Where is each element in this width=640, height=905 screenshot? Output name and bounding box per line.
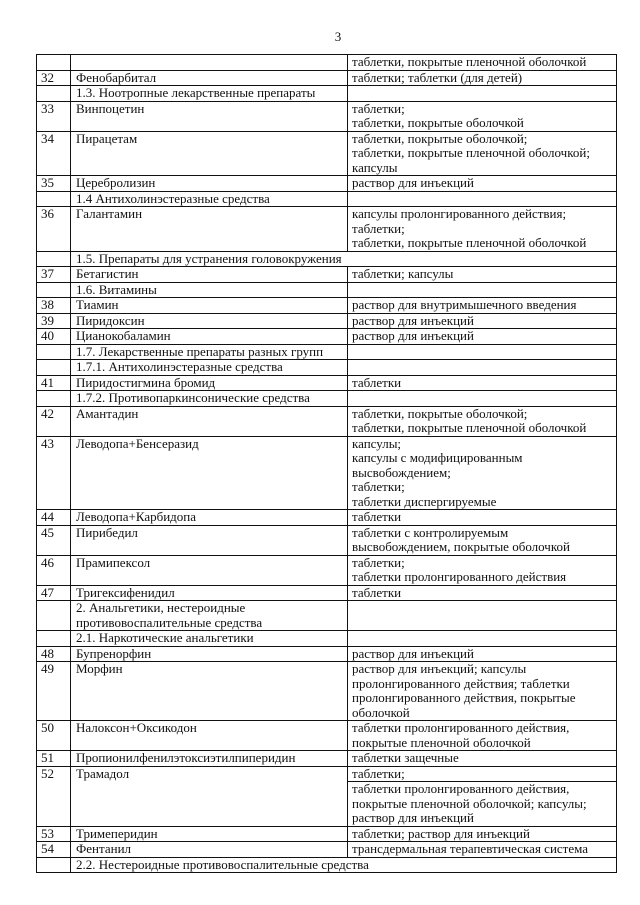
dosage-form-line: таблетки; [352,101,405,116]
dosage-form-line: покрытые пленочной оболочкой [352,734,531,750]
drug-name-cell: Цианокобаламин [71,329,348,345]
page-number: 3 [334,29,342,44]
section-heading-cell [71,344,348,360]
dosage-form-line: раствор для инъекций [352,175,474,190]
table-row [37,842,617,858]
row-number-cell: 49 [37,662,71,721]
drug-name-cell [71,55,348,71]
table-row [37,406,617,436]
table-row [37,176,617,192]
dosage-form-cell [348,406,617,436]
dosage-form-cell [348,267,617,283]
dosage-form-cell [348,436,617,510]
dosage-form-line: капсулы [352,159,398,175]
row-number-cell: 42 [37,406,71,436]
dosage-form-line: таблетки, покрытые пленочной оболочкой [352,235,587,250]
dosage-form-line: таблетки пролонгированного действия [352,569,567,584]
row-number-cell [37,282,71,298]
table-row [37,510,617,526]
dosage-form-cell [348,585,617,601]
drug-name-cell: Винпоцетин [71,101,348,131]
dosage-form-line: покрытые пленочной оболочкой; капсулы; [352,795,587,811]
dosage-form-cell [348,329,617,345]
dosage-form-cell [348,510,617,526]
table-row [37,766,617,782]
dosage-form-line: таблетки; таблетки (для детей) [352,70,523,85]
dosage-form-cell [348,646,617,662]
drug-name-cell: Прамипексол [71,555,348,585]
drug-name-cell: Амантадин [71,406,348,436]
drug-name-cell: Галантамин [71,207,348,252]
row-number-cell: 53 [37,826,71,842]
section-heading-line: 2. Анальгетики, нестероидные [76,600,246,615]
section-heading-cell [71,601,348,631]
table-row [37,662,617,721]
row-number-cell [37,631,71,647]
dosage-form-line: капсулы пролонгированного действия; [352,206,567,221]
section-row [37,191,617,207]
section-row [37,601,617,631]
table-row [37,721,617,751]
dosage-form-line: таблетки, покрытые оболочкой [352,115,524,130]
drug-name-cell: Бетагистин [71,267,348,283]
row-number-cell: 48 [37,646,71,662]
dosage-form-line: таблетки; капсулы [352,266,454,281]
table-row [37,646,617,662]
dosage-form-line: таблетки защечные [352,750,459,765]
dosage-form-cell [348,282,617,298]
section-heading-line: 1.7.1. Антихолинэстеразные средства [76,359,283,374]
table-row [37,751,617,767]
dosage-form-line: капсулы с модифицированным [352,450,523,465]
row-number-cell [37,601,71,631]
row-number-cell: 34 [37,131,71,176]
dosage-form-line: таблетки, покрытые оболочкой; [352,406,528,421]
drug-name-cell: Трамадол [71,766,348,826]
drug-name-cell: Налоксон+Оксикодон [71,721,348,751]
table-row [37,131,617,176]
table-row [37,313,617,329]
dosage-form-cell [348,191,617,207]
dosage-form-line: таблетки пролонгированного действия, [352,781,570,796]
table-row [37,555,617,585]
dosage-form-line: раствор для инъекций [352,646,474,661]
table-row [37,55,617,71]
section-heading-line: 2.2. Нестероидные противовоспалительные средства [76,857,369,872]
dosage-form-line: раствор для инъекций; капсулы [352,661,527,676]
row-number-cell: 41 [37,375,71,391]
dosage-form-line: раствор для инъекций [352,313,474,328]
dosage-form-line: таблетки, покрытые пленочной оболочкой [352,420,587,435]
section-row [37,631,617,647]
dosage-form-cell [348,131,617,176]
table-row [37,101,617,131]
dosage-form-line: высвобождением; [352,464,451,480]
dosage-form-line: таблетки, покрытые пленочной оболочкой; [352,145,590,160]
drug-name-cell: Пиридоксин [71,313,348,329]
dosage-form-cell [348,101,617,131]
dosage-form-cell [348,662,617,721]
dosage-form-line: пролонгированного действия; таблетки [352,675,570,691]
row-number-cell: 50 [37,721,71,751]
dosage-form-line: таблетки [352,585,402,600]
section-row [37,344,617,360]
row-number-cell: 47 [37,585,71,601]
table-row [37,207,617,252]
dosage-form-cell [348,176,617,192]
section-heading-cell [71,282,348,298]
row-number-cell [37,360,71,376]
dosage-form-line: раствор для внутримышечного введения [352,297,577,312]
dosage-form-line: капсулы; [352,436,402,451]
table-row [37,329,617,345]
dosage-form-cell [348,86,617,102]
row-number-cell: 37 [37,267,71,283]
drug-name-cell: Леводопа+Карбидопа [71,510,348,526]
dosage-form-line: таблетки пролонгированного действия, [352,720,570,735]
drug-name-cell: Пирибедил [71,525,348,555]
section-heading-cell [71,631,348,647]
drug-name-cell: Фентанил [71,842,348,858]
section-row [37,282,617,298]
dosage-form-cell [348,631,617,647]
row-number-cell: 39 [37,313,71,329]
row-number-cell: 43 [37,436,71,510]
dosage-form-line: трансдермальная терапевтическая система [352,841,589,856]
drug-name-cell: Леводопа+Бенсеразид [71,436,348,510]
drug-name-cell: Морфин [71,662,348,721]
dosage-form-line: таблетки; [352,479,405,494]
row-number-cell: 35 [37,176,71,192]
row-number-cell: 32 [37,70,71,86]
row-number-cell [37,86,71,102]
table-row [37,70,617,86]
section-row [37,251,617,267]
row-number-cell: 44 [37,510,71,526]
row-number-cell [37,191,71,207]
section-heading-line: 1.3. Ноотропные лекарственные препараты [76,85,316,100]
row-number-cell: 36 [37,207,71,252]
section-heading-cell [71,86,348,102]
dosage-form-line: оболочкой [352,704,410,720]
dosage-form-line: таблетки; [352,220,405,236]
section-row [37,391,617,407]
section-heading-line: противовоспалительные средства [76,614,263,630]
dosage-form-cell [348,55,617,71]
dosage-form-line: таблетки диспергируемые [352,493,497,509]
dosage-form-cell [348,601,617,631]
dosage-form-line: таблетки [352,509,402,524]
drug-name-cell: Пирацетам [71,131,348,176]
table-row [37,585,617,601]
row-number-cell [37,55,71,71]
dosage-form-cell [348,555,617,585]
dosage-form-line: таблетки; [352,555,405,570]
drug-name-cell: Тиамин [71,298,348,314]
table-body [37,55,617,873]
dosage-form-line: таблетки с контролируемым [352,525,509,540]
section-heading-cell [71,191,348,207]
section-heading-line: 1.7.2. Противопаркинсонические средства [76,390,310,405]
dosage-form-cell [348,766,617,782]
dosage-form-cell [348,782,617,827]
table-row [37,375,617,391]
drug-name-cell: Церебролизин [71,176,348,192]
dosage-form-cell [348,842,617,858]
section-row [37,857,617,873]
dosage-form-cell [348,391,617,407]
dosage-form-line: таблетки; [352,766,405,781]
section-heading-cell [71,391,348,407]
dosage-form-cell [348,207,617,252]
section-heading-cell [71,251,617,267]
row-number-cell: 45 [37,525,71,555]
dosage-form-cell [348,313,617,329]
dosage-form-cell [348,721,617,751]
dosage-form-line: раствор для инъекций [352,328,474,343]
dosage-form-cell [348,751,617,767]
table-row [37,267,617,283]
table-row [37,298,617,314]
section-row [37,360,617,376]
drug-name-cell: Тримеперидин [71,826,348,842]
row-number-cell [37,391,71,407]
section-heading-line: 1.6. Витамины [76,282,157,297]
dosage-form-cell [348,826,617,842]
row-number-cell [37,344,71,360]
dosage-form-cell [348,375,617,391]
drug-name-cell: Бупренорфин [71,646,348,662]
dosage-form-cell [348,344,617,360]
dosage-form-line: таблетки [352,375,402,390]
dosage-form-cell [348,360,617,376]
section-heading-line: 1.4 Антихолинэстеразные средства [76,191,270,206]
section-heading-cell [71,360,348,376]
table-row [37,826,617,842]
section-heading-line: 1.5. Препараты для устранения головокружения [76,251,342,266]
drug-name-cell: Пропионилфенилэтоксиэтилпиперидин [71,751,348,767]
row-number-cell [37,857,71,873]
row-number-cell: 54 [37,842,71,858]
row-number-cell: 46 [37,555,71,585]
row-number-cell: 38 [37,298,71,314]
row-number-cell [37,251,71,267]
dosage-form-line: высвобождением, покрытые оболочкой [352,539,570,554]
row-number-cell: 51 [37,751,71,767]
drug-name-cell: Тригексифенидил [71,585,348,601]
dosage-form-line: таблетки, покрытые пленочной оболочкой [352,54,587,69]
section-heading-line: 2.1. Наркотические анальгетики [76,630,254,645]
dosage-form-cell [348,70,617,86]
row-number-cell: 52 [37,766,71,826]
table-row [37,436,617,510]
dosage-form-line: таблетки, покрытые оболочкой; [352,131,528,146]
drug-name-cell: Пиридостигмина бромид [71,375,348,391]
dosage-form-cell [348,525,617,555]
table-row [37,525,617,555]
section-heading-cell [71,857,617,873]
dosage-form-line: раствор для инъекций [352,810,474,825]
row-number-cell: 40 [37,329,71,345]
dosage-form-line: пролонгированного действия, покрытые [352,690,576,705]
drug-name-cell: Фенобарбитал [71,70,348,86]
section-heading-line: 1.7. Лекарственные препараты разных групп [76,344,324,359]
row-number-cell: 33 [37,101,71,131]
dosage-form-cell [348,298,617,314]
dosage-form-line: таблетки; раствор для инъекций [352,826,530,841]
section-row [37,86,617,102]
drug-list-table [36,54,617,873]
